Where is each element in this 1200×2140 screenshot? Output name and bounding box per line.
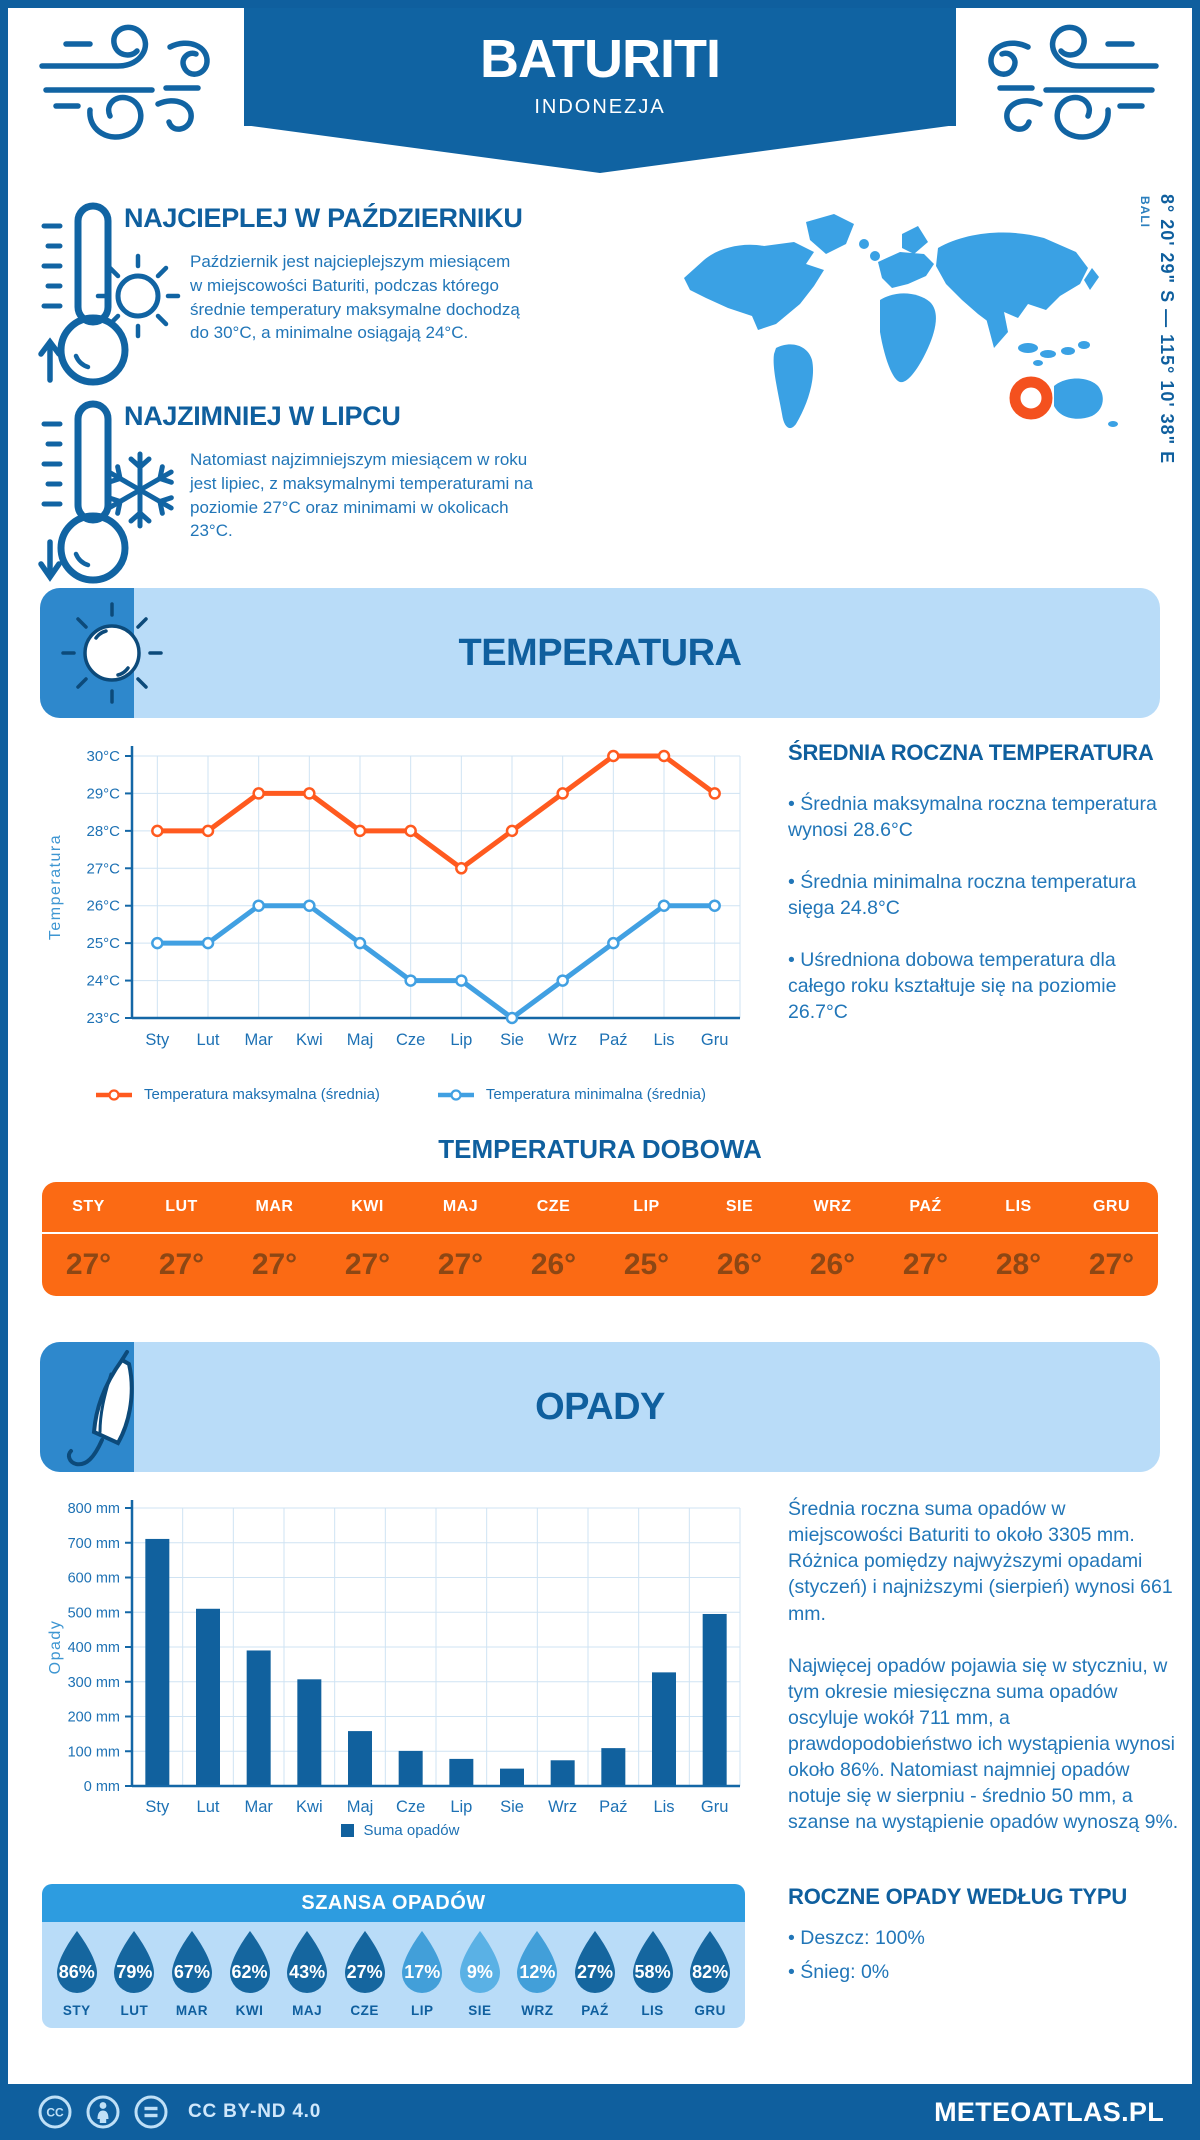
x-axis-month-label: Sty <box>145 1031 170 1049</box>
rain-chance-drops <box>42 1922 745 2028</box>
precipitation-type-heading: ROCZNE OPADY WEDŁUG TYPU <box>788 1884 1128 1909</box>
daily-temp-month: SIE <box>725 1198 754 1215</box>
temperature-chart-legend <box>60 1086 740 1103</box>
data-point-marker <box>558 976 568 986</box>
daily-temp-month-cell <box>972 1182 1065 1232</box>
x-axis-month-label: Paź <box>599 1031 628 1049</box>
x-axis-month-label: Gru <box>700 1798 729 1816</box>
rain-chance-heading: SZANSA OPADÓW <box>42 1884 745 1922</box>
y-axis-title: Opady <box>47 1619 64 1675</box>
rain-chance-month: SIE <box>468 2003 492 2018</box>
daily-temp-month-cell <box>135 1182 228 1232</box>
cc-by-person-icon <box>84 2093 122 2131</box>
x-axis-month-label: Sty <box>145 1798 170 1816</box>
rain-chance-value: 67% <box>173 1962 210 1982</box>
data-point-marker <box>304 901 314 911</box>
y-axis-tick-label: 26°C <box>86 897 120 915</box>
x-axis-month-label: Cze <box>395 1798 426 1816</box>
daily-temp-value: 27° <box>902 1248 949 1281</box>
rain-chance-month: WRZ <box>521 2003 554 2018</box>
data-point-marker <box>406 826 416 836</box>
sun-band-icon <box>52 598 182 708</box>
y-axis-tick-label: 24°C <box>86 972 120 990</box>
rain-drop-cell <box>509 1930 567 2018</box>
rain-chance-value: 27% <box>576 1962 613 1982</box>
daily-temp-value: 27° <box>437 1248 484 1281</box>
y-axis-tick-label: 400 mm <box>67 1640 120 1656</box>
precipitation-bar <box>652 1672 676 1786</box>
daily-temp-month: STY <box>72 1198 105 1215</box>
precipitation-paragraph: Najwięcej opadów pojawia się w styczniu, w tym okresie miesięczna suma opadów oscyluje wokół 711 mm, a prawdopodobieństwo ich wystąpienia wynosi około 86%. Natomiast najmniej opadów notuje się w sierpniu - średnio 50 mm, a szanse na wystąpienie opadów wynoszą 9%. <box>788 1654 1179 1834</box>
legend-square-glyph <box>341 1824 354 1837</box>
daily-temp-value-cell <box>414 1234 507 1296</box>
precipitation-bar <box>145 1539 169 1786</box>
precipitation-bar <box>500 1769 524 1786</box>
temperature-line-chart <box>40 734 750 1098</box>
rain-chance-value: 62% <box>231 1962 268 1982</box>
daily-temp-value-cell <box>507 1234 600 1296</box>
y-axis-tick-label: 500 mm <box>67 1605 120 1622</box>
x-axis-month-label: Gru <box>700 1031 729 1049</box>
temperature-section-title: TEMPERATURA <box>458 632 742 674</box>
x-axis-month-label: Kwi <box>296 1031 323 1049</box>
rain-drop-cell <box>48 1930 106 2018</box>
data-point-marker <box>152 938 162 948</box>
daily-temp-month-cell <box>1065 1182 1158 1232</box>
x-axis-month-label: Lis <box>653 1031 675 1049</box>
daily-temp-month: WRZ <box>813 1198 852 1215</box>
rain-chance-month: LIP <box>411 2003 434 2018</box>
precipitation-type-block <box>788 1884 1180 1986</box>
x-axis-month-label: Kwi <box>296 1798 323 1816</box>
series-line <box>157 906 714 1018</box>
map-region-label: BALI <box>1138 196 1152 228</box>
x-axis-month-label: Mar <box>244 1798 273 1816</box>
highlight-warmest-text: Październik jest najcieplejszym miesiącem w miejscowości Baturiti, podczas którego średnie temperatury maksymalne dochodzą do 30°C, a minimalne osiągają 24°C. <box>190 252 520 343</box>
data-point-marker <box>710 901 720 911</box>
rain-drop-cell <box>566 1930 624 2018</box>
precipitation-bar <box>399 1751 423 1786</box>
rain-drop-cell <box>624 1930 682 2018</box>
x-axis-month-label: Lip <box>450 1798 473 1816</box>
daily-temp-month: MAJ <box>442 1198 479 1215</box>
rain-chance-month: GRU <box>694 2003 726 2018</box>
y-axis-tick-label: 28°C <box>86 822 120 840</box>
x-axis-month-label: Cze <box>395 1031 426 1049</box>
y-axis-tick-label: 700 mm <box>67 1535 120 1552</box>
y-axis-tick-label: 23°C <box>86 1010 120 1027</box>
x-axis-month-label: Sie <box>500 1798 524 1816</box>
x-axis-month-label: Maj <box>346 1031 374 1049</box>
data-point-marker <box>406 976 416 986</box>
temperature-summary-bullet: • Uśredniona dobowa temperatura dla całego roku kształtuje się na poziomie 26.7°C <box>788 948 1117 1023</box>
frame-left <box>0 0 8 2140</box>
rain-chance-value: 27% <box>346 1962 383 1982</box>
x-axis-month-label: Lut <box>196 1031 220 1049</box>
page-subtitle: INDONEZJA <box>534 96 666 118</box>
map-coordinates: 8° 20' 29" S — 115° 10' 38" E <box>1157 194 1177 465</box>
daily-temp-value: 27° <box>65 1248 112 1281</box>
y-axis-tick-label: 800 mm <box>67 1501 120 1517</box>
daily-temp-value-cell <box>228 1234 321 1296</box>
precipitation-bar <box>247 1650 271 1786</box>
daily-temp-value: 28° <box>995 1248 1042 1281</box>
x-axis-month-label: Wrz <box>548 1798 578 1816</box>
y-axis-title: Temperatura <box>47 833 64 941</box>
daily-temp-value-cell <box>786 1234 879 1296</box>
header-banner <box>244 8 956 126</box>
highlight-warmest-heading: NAJCIEPLEJ W PAŹDZIERNIKU <box>124 203 523 233</box>
data-point-marker <box>152 826 162 836</box>
data-point-marker <box>456 976 466 986</box>
data-point-marker <box>659 901 669 911</box>
rain-chance-month: LIS <box>641 2003 664 2018</box>
x-axis-month-label: Lut <box>196 1798 220 1816</box>
license-label: CC BY-ND 4.0 <box>188 2101 322 2122</box>
daily-temp-value-cell <box>972 1234 1065 1296</box>
daily-temp-month-cell <box>321 1182 414 1232</box>
rain-chance-value: 9% <box>466 1962 493 1982</box>
rain-drop-cell <box>221 1930 279 2018</box>
snowflake-icon <box>96 446 184 534</box>
data-point-marker <box>710 788 720 798</box>
y-axis-tick-label: 29°C <box>86 785 120 803</box>
rain-chance-month: CZE <box>350 2003 379 2018</box>
rain-drop-cell <box>681 1930 739 2018</box>
temperature-section-band <box>40 588 1160 718</box>
rain-drop-cell <box>106 1930 164 2018</box>
daily-temp-value: 27° <box>251 1248 298 1281</box>
precipitation-bar <box>196 1609 220 1786</box>
precipitation-section-title: OPADY <box>535 1386 665 1428</box>
cc-nd-equals-icon <box>132 2093 170 2131</box>
precipitation-bar <box>449 1759 473 1786</box>
daily-temp-month-cell <box>414 1182 507 1232</box>
legend-label: Temperatura maksymalna (średnia) <box>143 1086 380 1103</box>
world-map <box>656 200 1126 455</box>
rain-drop-cell <box>278 1930 336 2018</box>
umbrella-icon <box>58 1348 168 1470</box>
rain-chance-value: 17% <box>404 1962 441 1982</box>
daily-temp-value-cell <box>42 1234 135 1296</box>
rain-drop-cell <box>163 1930 221 2018</box>
y-axis-tick-label: 25°C <box>86 935 120 953</box>
precipitation-bar <box>297 1679 321 1786</box>
daily-temp-value: 27° <box>158 1248 205 1281</box>
daily-temperature-months-row <box>42 1182 1158 1234</box>
x-axis-month-label: Maj <box>346 1798 374 1816</box>
page-title: BATURITI <box>480 29 720 89</box>
rain-chance-value: 86% <box>58 1962 95 1982</box>
data-point-marker <box>203 826 213 836</box>
rain-chance-value: 43% <box>289 1962 326 1982</box>
precipitation-type-bullet: • Deszcz: 100% <box>788 1927 925 1949</box>
rain-chance-value: 58% <box>634 1962 671 1982</box>
data-point-marker <box>304 788 314 798</box>
daily-temp-month-cell <box>693 1182 786 1232</box>
precipitation-summary <box>788 1496 1180 1862</box>
y-axis-tick-label: 600 mm <box>67 1570 120 1587</box>
legend-line-glyph <box>94 1089 134 1101</box>
license-block <box>36 2093 321 2131</box>
x-axis-month-label: Lis <box>653 1798 675 1816</box>
precipitation-bar <box>551 1760 575 1786</box>
y-axis-tick-label: 0 mm <box>83 1779 120 1795</box>
legend-label: Temperatura minimalna (średnia) <box>485 1086 706 1103</box>
data-point-marker <box>355 938 365 948</box>
daily-temp-month-cell <box>507 1182 600 1232</box>
x-axis-month-label: Wrz <box>548 1031 578 1049</box>
highlight-coldest-heading: NAJZIMNIEJ W LIPCU <box>124 401 401 431</box>
daily-temp-value-cell <box>693 1234 786 1296</box>
wind-icon <box>28 14 243 146</box>
legend-item <box>436 1086 706 1103</box>
legend-line-glyph <box>436 1089 476 1101</box>
x-axis-month-label: Sie <box>500 1031 524 1049</box>
daily-temp-value: 26° <box>809 1248 856 1281</box>
location-marker <box>1015 382 1047 414</box>
y-axis-tick-label: 200 mm <box>67 1709 120 1726</box>
legend-item <box>94 1086 380 1103</box>
daily-temp-month: PAŹ <box>909 1198 942 1215</box>
daily-temp-month: KWI <box>351 1198 384 1215</box>
wind-icon <box>955 14 1170 146</box>
y-axis-tick-label: 300 mm <box>67 1674 120 1691</box>
x-axis-month-label: Mar <box>244 1031 273 1049</box>
frame-top <box>0 0 1200 8</box>
rain-chance-value: 82% <box>692 1962 729 1982</box>
precipitation-bar <box>348 1731 372 1786</box>
cc-icon <box>36 2093 74 2131</box>
daily-temp-value: 25° <box>623 1248 670 1281</box>
precipitation-chart-legend <box>60 1822 740 1839</box>
daily-temp-month: MAR <box>255 1198 294 1215</box>
y-axis-tick-label: 30°C <box>86 748 120 765</box>
svg-text:CC: CC <box>46 2105 64 2120</box>
daily-temp-month: GRU <box>1092 1198 1131 1215</box>
daily-temperature-values-row <box>42 1234 1158 1296</box>
rain-drop-cell <box>393 1930 451 2018</box>
data-point-marker <box>558 788 568 798</box>
daily-temp-value-cell <box>321 1234 414 1296</box>
data-point-marker <box>659 751 669 761</box>
temperature-summary-bullet: • Średnia minimalna roczna temperatura sięga 24.8°C <box>788 870 1137 919</box>
precipitation-bar-chart <box>40 1488 750 1852</box>
precipitation-section-band <box>40 1342 1160 1472</box>
daily-temp-month: CZE <box>536 1198 571 1215</box>
precipitation-bar <box>601 1748 625 1786</box>
rain-chance-month: LUT <box>120 2003 149 2018</box>
data-point-marker <box>608 938 618 948</box>
daily-temp-value-cell <box>135 1234 228 1296</box>
legend-label: Suma opadów <box>363 1822 460 1839</box>
brand-label: METEOATLAS.PL <box>934 2096 1164 2127</box>
data-point-marker <box>254 788 264 798</box>
temperature-summary <box>788 740 1170 1025</box>
rain-drop-cell <box>336 1930 394 2018</box>
x-axis-month-label: Lip <box>450 1031 473 1049</box>
legend-item <box>341 1822 460 1839</box>
frame-right <box>1192 0 1200 2140</box>
x-axis-month-label: Paź <box>599 1798 628 1816</box>
daily-temp-value: 26° <box>716 1248 763 1281</box>
daily-temp-month: LIS <box>1005 1198 1032 1215</box>
rain-chance-month: PAŹ <box>581 2003 609 2018</box>
daily-temp-value: 26° <box>530 1248 577 1281</box>
data-point-marker <box>507 1013 517 1023</box>
daily-temp-month-cell <box>879 1182 972 1232</box>
daily-temp-month: LUT <box>165 1198 198 1215</box>
sun-icon <box>92 250 184 342</box>
daily-temp-month-cell <box>600 1182 693 1232</box>
daily-temp-month-cell <box>42 1182 135 1232</box>
rain-chance-value: 79% <box>116 1962 153 1982</box>
daily-temp-month-cell <box>228 1182 321 1232</box>
rain-chance-month: KWI <box>235 2003 264 2018</box>
series-line <box>157 756 714 868</box>
y-axis-tick-label: 27°C <box>86 860 120 878</box>
daily-temp-value-cell <box>879 1234 972 1296</box>
precipitation-type-bullet: • Śnieg: 0% <box>788 1960 890 1983</box>
temperature-summary-bullet: • Średnia maksymalna roczna temperatura wynosi 28.6°C <box>788 793 1157 841</box>
rain-chance-value: 12% <box>519 1962 556 1982</box>
highlight-coldest-text: Natomiast najzimniejszym miesiącem w roku jest lipiec, z maksymalnymi temperaturami na poziomie 27°C oraz minimami w okolicach 23°C. <box>190 450 533 541</box>
data-point-marker <box>507 826 517 836</box>
daily-temperature-heading: TEMPERATURA DOBOWA <box>438 1134 762 1164</box>
daily-temp-value-cell <box>1065 1234 1158 1296</box>
precipitation-paragraph: Średnia roczna suma opadów w miejscowości Baturiti to około 3305 mm. Różnica pomiędzy najwyższymi opadami (styczeń) i najniższymi (sierpień) wynosi 661 mm. <box>788 1498 1173 1625</box>
rain-drop-cell <box>451 1930 509 2018</box>
data-point-marker <box>608 751 618 761</box>
data-point-marker <box>355 826 365 836</box>
data-point-marker <box>254 901 264 911</box>
precipitation-bar <box>703 1614 727 1786</box>
daily-temp-value-cell <box>600 1234 693 1296</box>
daily-temp-month: LIP <box>633 1198 660 1215</box>
rain-chance-panel <box>42 1884 745 2028</box>
temperature-summary-heading: ŚREDNIA ROCZNA TEMPERATURA <box>788 740 1154 765</box>
daily-temp-month-cell <box>786 1182 879 1232</box>
footer <box>0 2084 1200 2140</box>
data-point-marker <box>456 863 466 873</box>
banner-chevron <box>244 125 956 173</box>
daily-temp-value: 27° <box>344 1248 391 1281</box>
rain-chance-month: MAR <box>175 2003 209 2018</box>
y-axis-tick-label: 100 mm <box>67 1744 120 1761</box>
rain-chance-month: MAJ <box>292 2003 323 2018</box>
daily-temp-value: 27° <box>1088 1248 1135 1281</box>
rain-chance-month: STY <box>62 2003 91 2018</box>
data-point-marker <box>203 938 213 948</box>
daily-temperature-table <box>42 1182 1158 1296</box>
